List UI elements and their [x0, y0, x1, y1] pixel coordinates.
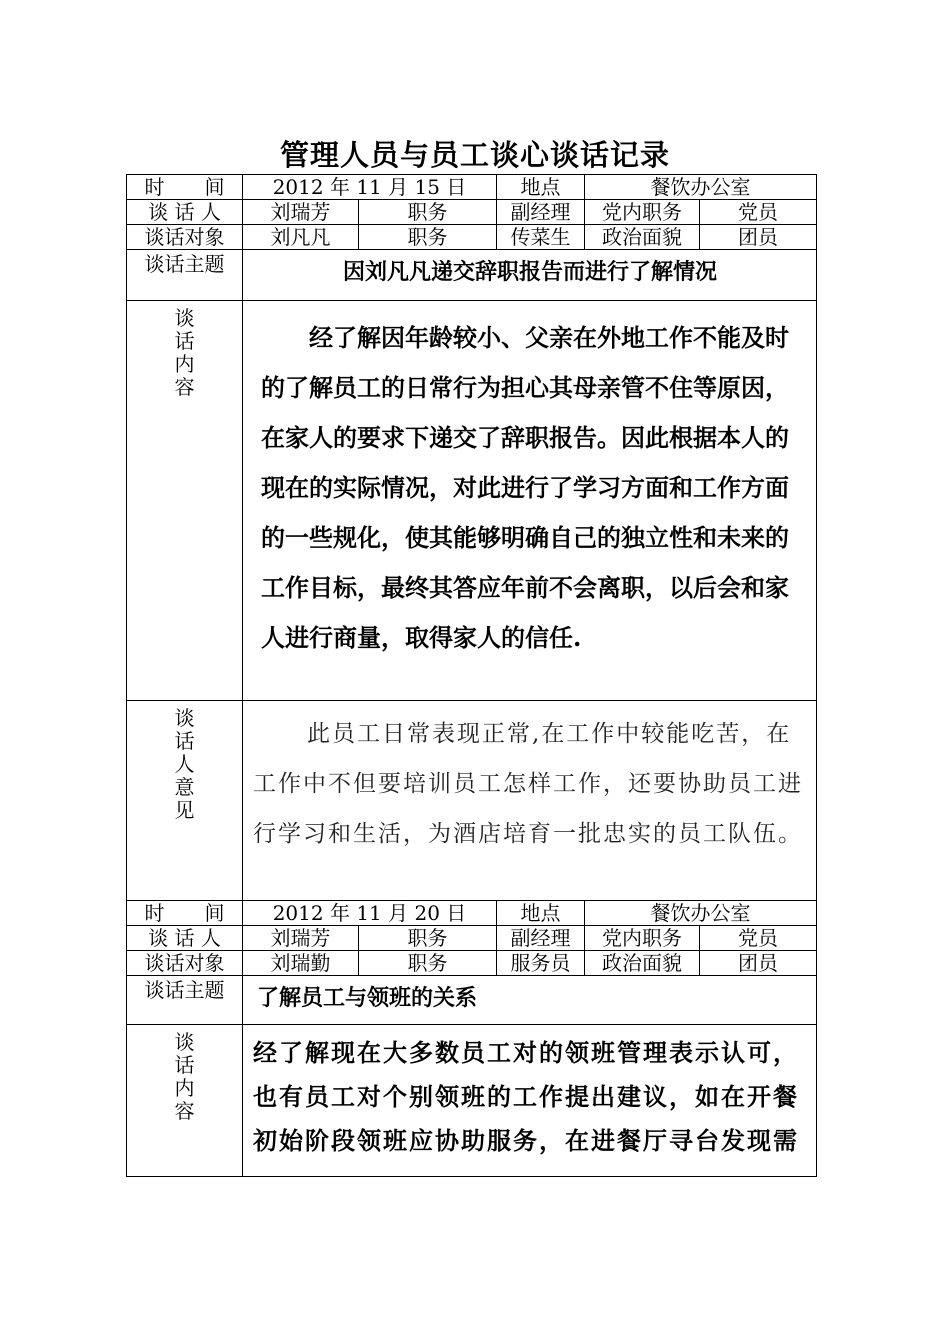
position-label: 职务	[359, 225, 497, 250]
record-1-opinion: 此员工日常表现正常,在工作中较能吃苦，在工作中不但要培训员工怎样工作，还要协助员工进行学习和生活，为酒店培育一批忠实的员工队伍。	[243, 701, 817, 901]
topic-label: 谈话主题	[127, 250, 243, 301]
record-2-talker-party-position: 党员	[700, 926, 817, 951]
record-1-topic: 因刘凡凡递交辞职报告而进行了解情况	[243, 250, 817, 301]
page-title: 管理人员与员工谈心谈话记录	[279, 138, 670, 172]
position-label: 职务	[359, 926, 497, 951]
record-2-target: 刘瑞勤	[243, 951, 359, 976]
record-2-target-row	[127, 951, 817, 976]
record-2-content-row	[127, 1025, 817, 1177]
position-label: 职务	[359, 951, 497, 976]
time-label: 时 间	[127, 175, 243, 200]
political-status-label: 政治面貌	[585, 951, 700, 976]
record-1-target-political-status: 团员	[700, 225, 817, 250]
record-2-time-row	[127, 901, 817, 926]
record-2-target-position: 服务员	[497, 951, 585, 976]
record-2-talker-position: 副经理	[497, 926, 585, 951]
target-label: 谈话对象	[127, 225, 243, 250]
record-1-talker-row	[127, 200, 817, 225]
record-2-talker: 刘瑞芳	[243, 926, 359, 951]
record-1-content-row	[127, 301, 817, 701]
opinion-label: 谈话人意见	[127, 701, 243, 901]
talk-record-table	[126, 174, 817, 1177]
party-position-label: 党内职务	[585, 200, 700, 225]
record-1-target-position: 传菜生	[497, 225, 585, 250]
record-2-target-political-status: 团员	[700, 951, 817, 976]
place-label: 地点	[497, 175, 585, 200]
topic-label: 谈话主题	[127, 976, 243, 1025]
record-2-content: 经了解现在大多数员工对的领班管理表示认可，也有员工对个别领班的工作提出建议，如在开餐初始阶段领班应协助服务，在进餐厅寻台发现需	[243, 1025, 817, 1177]
time-label: 时 间	[127, 901, 243, 926]
record-1-talker-party-position: 党员	[700, 200, 817, 225]
talker-label: 谈 话 人	[127, 926, 243, 951]
record-1-time-row	[127, 175, 817, 200]
record-2-talker-row	[127, 926, 817, 951]
content-label: 谈话内容	[127, 301, 243, 701]
record-1-content: 经了解因年龄较小、父亲在外地工作不能及时的了解员工的日常行为担心其母亲管不住等原因，在家人的要求下递交了辞职报告。因此根据本人的现在的实际情况，对此进行了学习方面和工作方面的一些规化，使其能够明确自己的独立性和未来的工作目标，最终其答应年前不会离职，以后会和家人进行商量，取得家人的信任.	[243, 301, 817, 701]
record-1-place: 餐饮办公室	[585, 175, 817, 200]
position-label: 职务	[359, 200, 497, 225]
record-1-date: 2012 年 11 月 15 日	[243, 175, 497, 200]
record-1-target-row	[127, 225, 817, 250]
record-1-target: 刘凡凡	[243, 225, 359, 250]
place-label: 地点	[497, 901, 585, 926]
record-1-topic-row	[127, 250, 817, 301]
record-2-topic: 了解员工与领班的关系	[243, 976, 817, 1025]
record-2-place: 餐饮办公室	[585, 901, 817, 926]
political-status-label: 政治面貌	[585, 225, 700, 250]
party-position-label: 党内职务	[585, 926, 700, 951]
record-1-talker-position: 副经理	[497, 200, 585, 225]
record-1-talker: 刘瑞芳	[243, 200, 359, 225]
content-label: 谈话内容	[127, 1025, 243, 1177]
record-2-topic-row	[127, 976, 817, 1025]
talker-label: 谈 话 人	[127, 200, 243, 225]
record-1-opinion-row	[127, 701, 817, 901]
target-label: 谈话对象	[127, 951, 243, 976]
record-2-date: 2012 年 11 月 20 日	[243, 901, 497, 926]
